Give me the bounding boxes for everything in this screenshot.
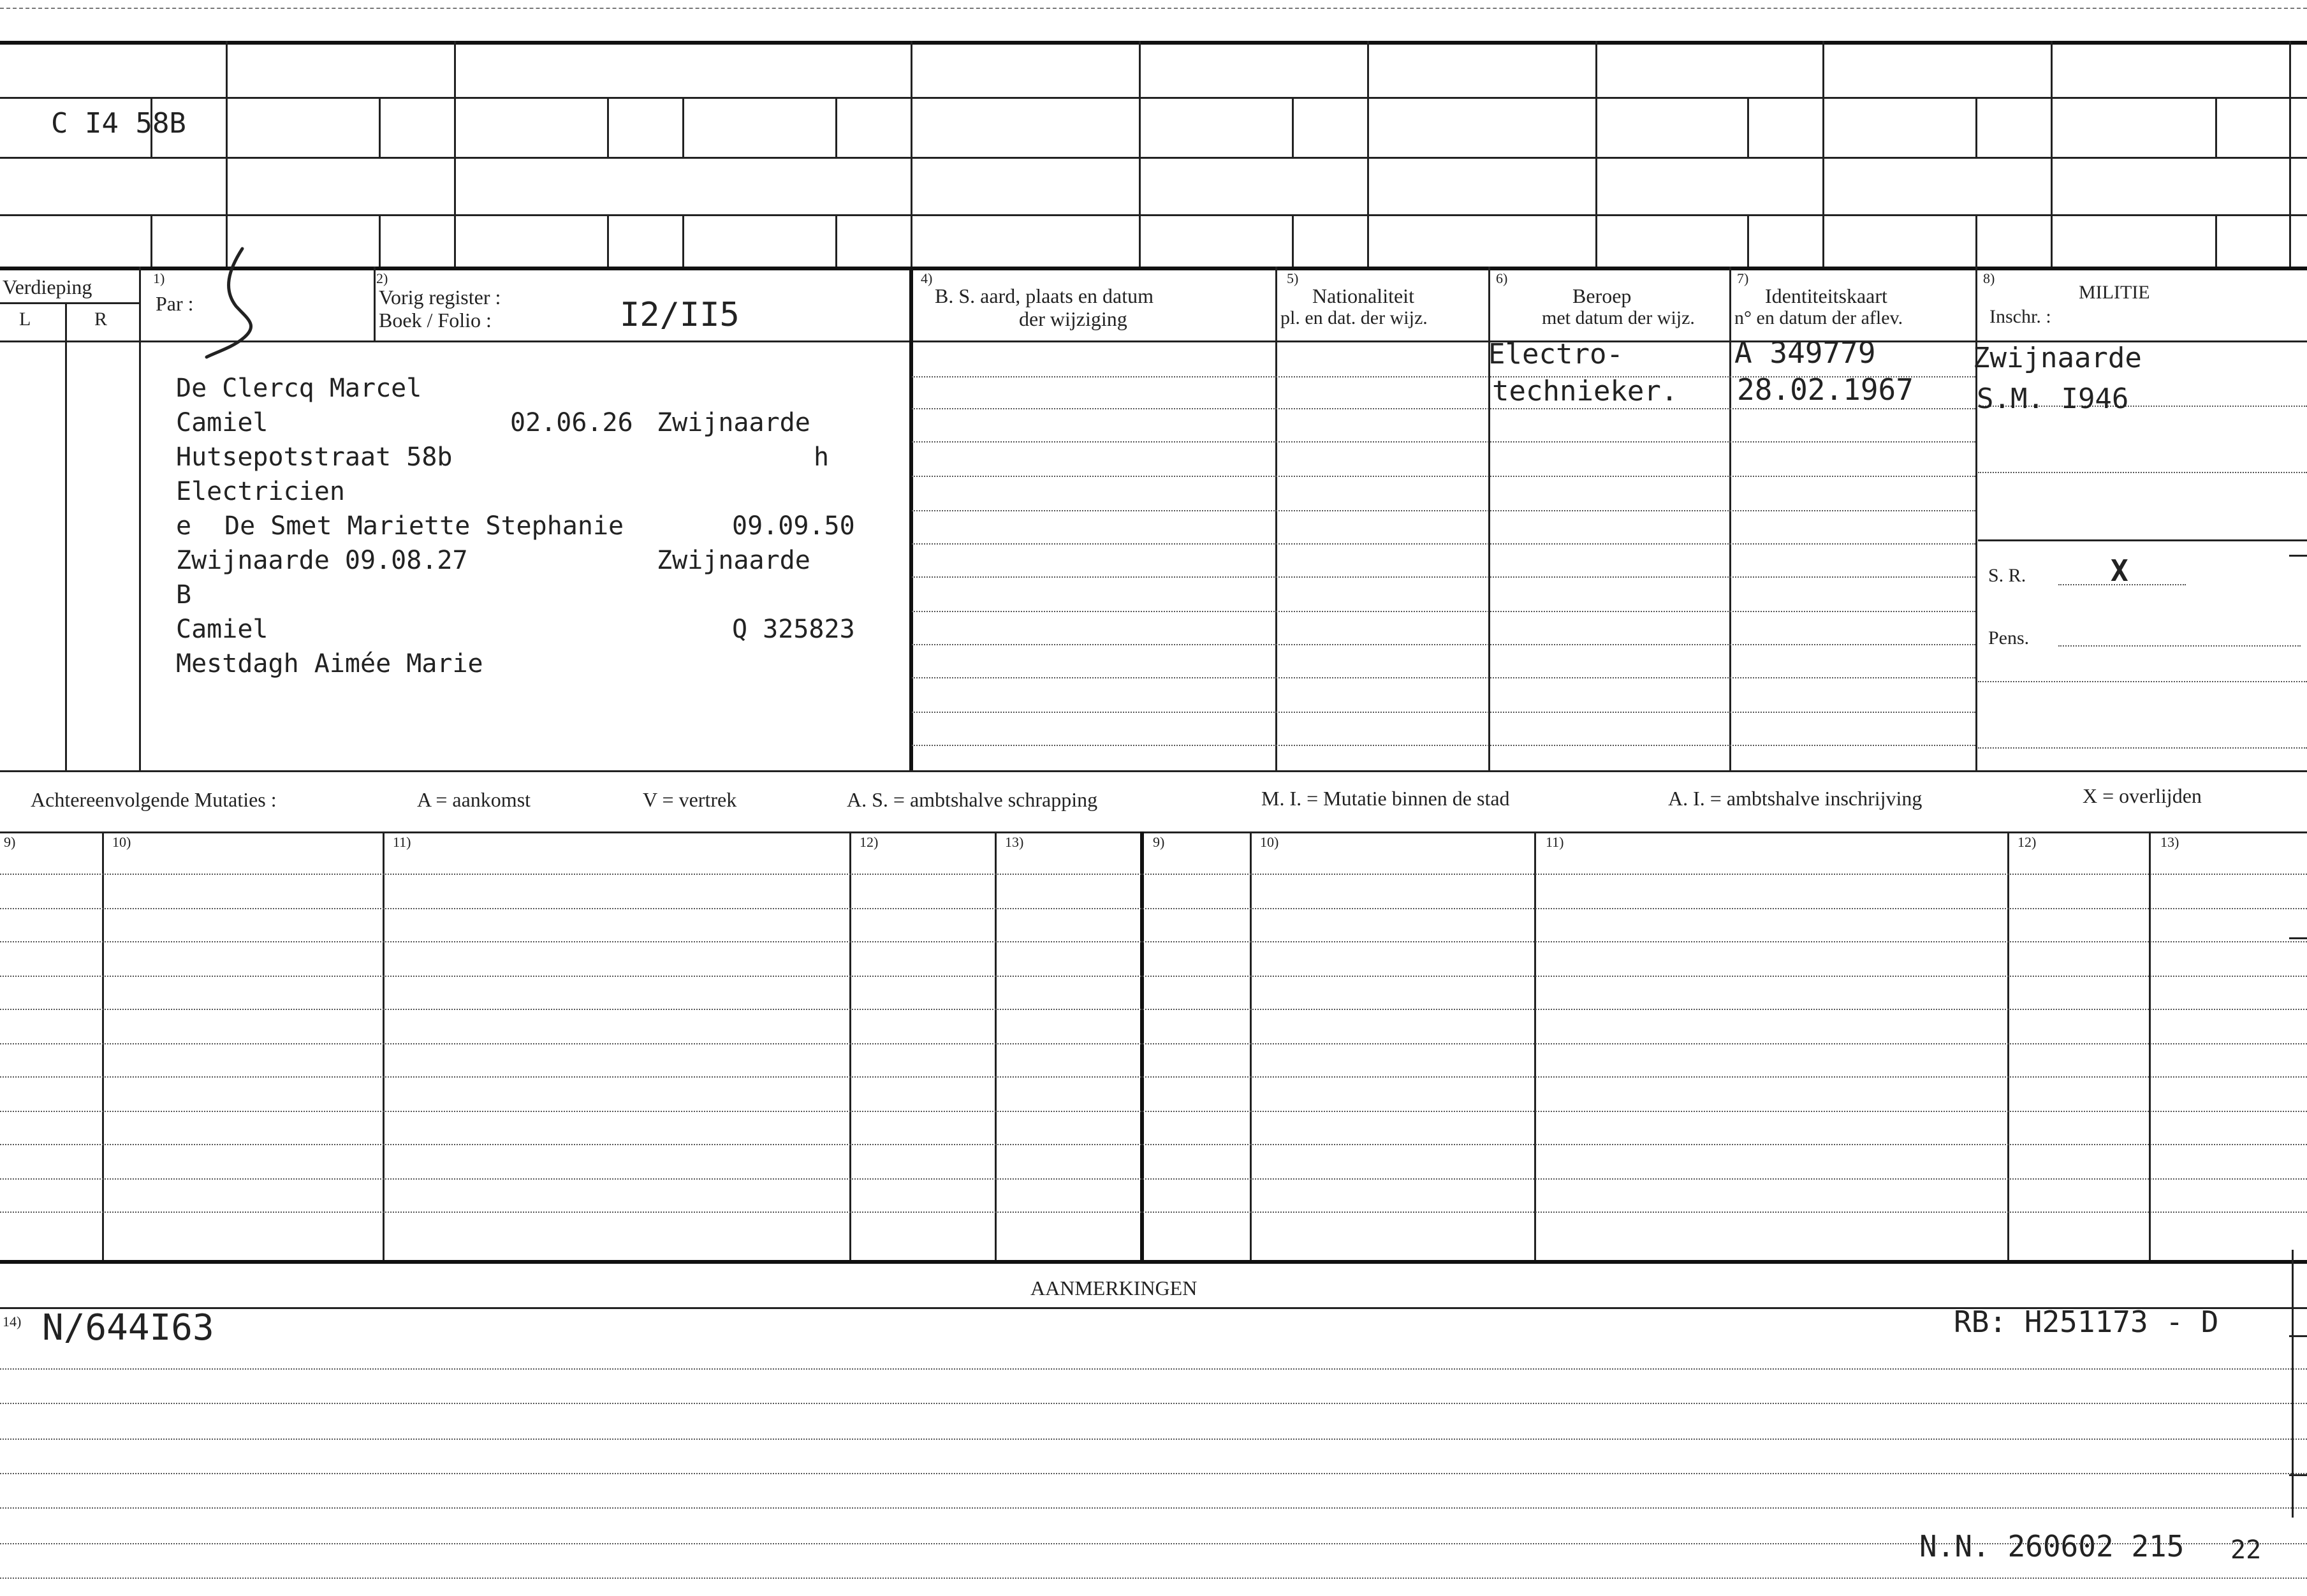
beroep-line1: Electro- [1488,338,1623,370]
verdieping-label: Verdieping [3,275,92,298]
mutaties-row-line [0,1178,2307,1180]
occupation: Electricien [176,477,345,506]
edge-tick [2289,555,2307,557]
header-bottom-line [0,340,2307,342]
mutaties-col [995,831,997,1260]
mutaties-row-line [0,1111,2307,1112]
sr-value: X [2111,553,2128,588]
mut-left-11: 11) [393,834,411,850]
ruled-line [912,510,1975,511]
grid-line [0,97,2307,99]
col-divider [374,267,376,340]
col1-label: Par : [156,292,194,315]
aanmerkingen-line [0,1507,2307,1509]
aanmerkingen-line [0,1473,2307,1474]
signature-mark [198,245,287,360]
beroep-line2: technieker. [1492,375,1678,407]
id-card-date: 28.02.1967 [1737,372,1914,407]
col4-line1: B. S. aard, plaats en datum [935,284,1154,307]
col6-number: 6) [1496,270,1508,286]
col7-number: 7) [1737,270,1749,286]
grid-tick [150,214,152,267]
grid-tick [1975,214,1977,267]
grid-line [0,41,2307,45]
nn-number: N.N. 260602 215 [1919,1529,2185,1563]
mother-name: Mestdagh Aimée Marie [176,649,483,678]
grid-line [0,157,2307,159]
grid-line [0,214,2307,216]
mutaties-middle-divider [1140,831,1144,1260]
edge-tick [2289,937,2307,939]
file-code: C I4 58B [51,107,186,140]
mutaties-col [1534,831,1536,1260]
spouse-birth-place: Zwijnaarde [657,546,810,575]
ruled-line [912,476,1975,477]
col5-line1: Nationaliteit [1312,284,1414,307]
mutaties-row-line [0,1043,2307,1044]
spouse-birth: Zwijnaarde 09.08.27 [176,546,468,575]
mutaties-top-line [0,831,2307,833]
ruled-line [912,408,1975,409]
aanmerkingen-line [0,1403,2307,1404]
grid-tick [1292,97,1294,157]
mutaties-col [1250,831,1252,1260]
spouse-prefix: e [176,511,192,541]
father-name: Camiel [176,615,268,644]
mutaties-col [102,831,104,1260]
spouse-name: De Smet Mariette Stephanie [224,511,624,541]
mutaties-col [2149,831,2151,1260]
mutaties-col [383,831,384,1260]
col5-number: 5) [1287,270,1299,286]
col8-title: MILITIE [2079,282,2150,303]
grid-tick [1747,97,1749,157]
militie-place: Zwijnaarde [1973,342,2142,374]
grid-tick [1975,97,1977,157]
grid-tick [1292,214,1294,267]
mut-right-11: 11) [1546,834,1564,850]
mutaties-row-line [0,976,2307,977]
grid-col [1139,41,1141,267]
grid-tick [682,97,684,157]
mutaties-col [849,831,851,1260]
ruled-line [912,576,1975,578]
mutaties-row-line [0,874,2307,875]
grid-tick [835,97,837,157]
col2-line2: Boek / Folio : [379,309,492,332]
grid-tick [682,214,684,267]
birth-date: 02.06.26 [510,408,633,437]
legend-mutatie-stad: M. I. = Mutatie binnen de stad [1261,787,1510,810]
mut-right-9: 9) [1153,834,1165,850]
person-name: De Clercq Marcel [176,374,422,403]
ruled-line [912,712,1975,713]
mutaties-row-line [0,1212,2307,1213]
mutaties-row-line [0,941,2307,942]
col2-number: 2) [376,270,388,286]
legend-vertrek: V = vertrek [643,788,737,811]
body-bottom-line [0,770,2307,772]
mut-left-13: 13) [1005,834,1024,850]
grid-col [911,41,912,267]
militie-line [1978,472,2307,473]
col5-line2: pl. en dat. der wijz. [1280,307,1428,328]
col6-line1: Beroep [1572,284,1632,307]
grid-tick [2215,214,2217,267]
mutaties-row-line [0,1076,2307,1078]
birth-place: Zwijnaarde [657,408,810,437]
id-reference: Q 325823 [732,615,855,644]
grid-tick [2215,97,2217,157]
grid-col [2289,41,2291,267]
col1-number: 1) [153,270,165,286]
mut-left-12: 12) [860,834,879,850]
mutaties-row-line [0,1144,2307,1145]
col-divider [1729,267,1731,770]
mutaties-row-line [0,908,2307,909]
pens-label: Pens. [1988,627,2030,648]
col4-line2: der wijziging [1019,307,1127,330]
col8-number: 8) [1983,270,1995,286]
col7-line1: Identiteitskaart [1765,284,1887,307]
rb-number: RB: H251173 - D [1954,1305,2219,1339]
aanmerkingen-title: AANMERKINGEN [1030,1277,1197,1299]
grid-col [2051,41,2053,267]
mutaties-bottom-line [0,1260,2307,1264]
col8-line2: Inschr. : [1989,306,2051,327]
col-divider [139,267,141,770]
col2-line1: Vorig register : [379,286,501,309]
grid-tick [835,214,837,267]
grid-line [0,267,2307,270]
mut-right-13: 13) [2160,834,2179,850]
page-number: 22 [2230,1535,2262,1565]
grid-tick [379,97,381,157]
id-card-number: A 349779 [1734,335,1876,370]
aanmerkingen-line [0,1578,2307,1579]
legend-schrapping: A. S. = ambtshalve schrapping [847,788,1098,811]
verdieping-right: R [94,309,108,330]
mutaties-title: Achtereenvolgende Mutaties : [31,788,277,811]
col2-value: I2/II5 [620,296,740,334]
mutaties-col [2007,831,2009,1260]
col7-line2: n° en datum der aflev. [1734,307,1903,328]
verdieping-divider [0,302,140,304]
militie-line [1978,681,2307,682]
grid-tick [1747,214,1749,267]
col-divider [909,267,913,770]
person-firstname: Camiel [176,408,268,437]
aanmerkingen-number: 14) [3,1314,22,1329]
aanmerkingen-line [0,1439,2307,1440]
grid-col [1822,41,1824,267]
edge-line [2292,1250,2294,1518]
aanmerkingen-line [0,1368,2307,1370]
legend-overlijden: X = overlijden [2083,784,2202,807]
ruled-line [912,441,1975,443]
mut-left-9: 9) [4,834,16,850]
legend-aankomst: A = aankomst [417,788,531,811]
letter-b: B [176,580,192,610]
ruled-line [912,644,1975,645]
grid-col [1367,41,1369,267]
ruled-line [912,677,1975,678]
verdieping-left: L [19,309,31,330]
top-edge-line [0,8,2307,9]
ruled-line [912,611,1975,612]
mut-left-10: 10) [112,834,131,850]
col-divider [1275,267,1277,770]
mut-right-12: 12) [2018,834,2037,850]
mutaties-row-line [0,1009,2307,1010]
grid-col [226,41,228,267]
grid-tick [607,97,609,157]
grid-col [1595,41,1597,267]
col4-number: 4) [921,270,933,286]
militie-divider [1978,539,2307,541]
col-divider [65,302,67,770]
pens-line [2058,645,2301,647]
mut-right-10: 10) [1260,834,1279,850]
legend-inschrijving: A. I. = ambtshalve inschrijving [1668,787,1923,810]
militie-line [1978,747,2307,749]
grid-tick [607,214,609,267]
col6-line2: met datum der wijz. [1542,307,1695,328]
marriage-date: 09.09.50 [732,511,855,541]
grid-col [454,41,456,267]
aanmerkingen-note: N/644I63 [42,1307,214,1349]
address: Hutsepotstraat 58b [176,443,453,472]
ruled-line [912,543,1975,545]
ruled-line [912,745,1975,746]
grid-tick [379,214,381,267]
militie-year: S.M. I946 [1977,383,2129,415]
sr-label: S. R. [1988,565,2026,586]
address-mark: h [814,443,830,472]
